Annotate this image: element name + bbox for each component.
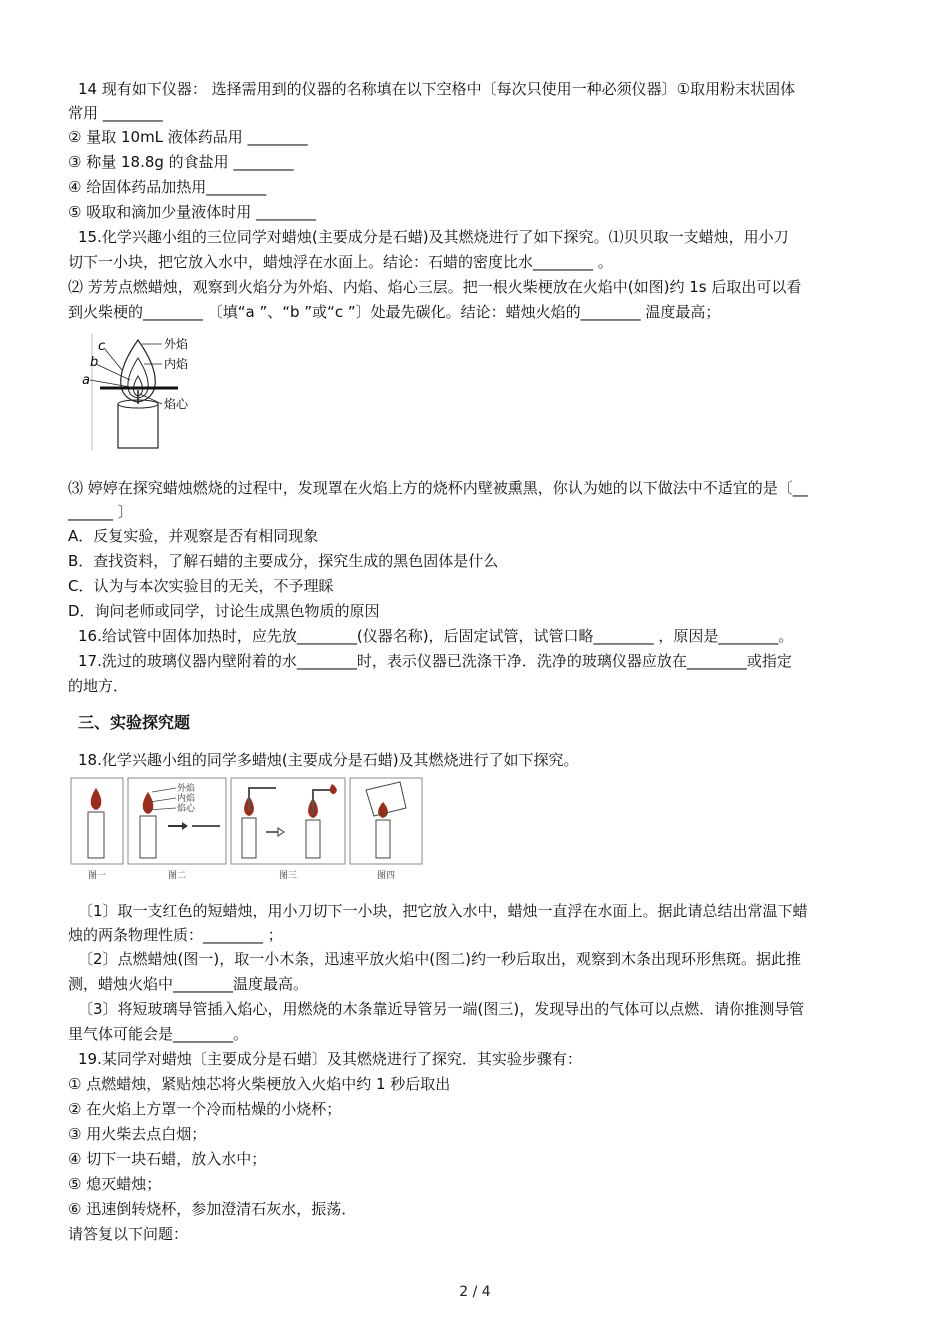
q19-ask: 请答复以下问题： <box>68 1225 189 1243</box>
q19-step1: ① 点燃蜡烛，紧贴烛芯将火柴梗放入火焰中约 1 秒后取出 <box>68 1075 451 1093</box>
q19-step5: ⑤ 熄灭蜡烛； <box>68 1175 162 1193</box>
q14-item5: ⑤ 吸取和滴加少量液体时用 ________ <box>68 203 316 221</box>
q14-item3: ③ 称量 18.8g 的食盐用 ________ <box>68 153 294 171</box>
q15-option-b: B．查找资料，了解石蜡的主要成分，探究生成的黑色固体是什么 <box>68 552 499 570</box>
candle-flame-figure <box>78 334 208 452</box>
candle-experiment-figure <box>70 776 424 886</box>
fig2-label-inner: 内焰 <box>177 794 196 804</box>
label-inner-flame: 内焰 <box>164 357 189 371</box>
q17-line1: 17.洗过的玻璃仪器内壁附着的水________时，表示仪器已洗涤干净．洗净的玻璃仪器应放在________或指定 <box>78 652 792 670</box>
label-c: c <box>98 339 106 354</box>
q14-item2: ② 量取 10mL 液体药品用 ________ <box>68 128 308 146</box>
caption-fig2: 图二 <box>167 871 187 881</box>
q15-line2: 切下一小块，把它放入水中，蜡烛浮在水面上。结论：石蜡的密度比水________ 。 <box>68 253 613 271</box>
q15-option-a: A．反复实验，并观察是否有相同现象 <box>68 527 319 545</box>
q19-step3: ③ 用火柴去点白烟； <box>68 1125 207 1143</box>
q15-option-d: D．询问老师或同学，讨论生成黑色物质的原因 <box>68 602 380 620</box>
q15-option-c: C．认为与本次实验目的无关，不予理睬 <box>68 577 334 595</box>
q14-item4: ④ 给固体药品加热用________ <box>68 178 267 196</box>
q18-line1: 18.化学兴趣小组的同学多蜡烛(主要成分是石蜡)及其燃烧进行了如下探究。 <box>78 751 579 769</box>
caption-fig1: 图一 <box>87 871 107 881</box>
label-a: a <box>82 373 90 388</box>
q15-line3: ⑵ 芳芳点燃蜡烛，观察到火焰分为外焰、内焰、焰心三层。把一根火柴梗放在火焰中(如图)约 1s 后取出可以看 <box>68 278 802 296</box>
q15-line4: 到火柴梗的________ 〔填“a ”、“b ”或“c ”〕处最先碳化。结论：蜡烛火焰的________ 温度最高； <box>68 303 721 321</box>
q18-part2-line2: 测，蜡烛火焰中________温度最高。 <box>68 975 309 993</box>
q16-line1: 16.给试管中固体加热时，应先放________(仪器名称)，后固定试管，试管口略________ ，原因是________。 <box>78 627 794 645</box>
q18-part2-line1: 〔2〕点燃蜡烛(图一)，取一小木条，迅速平放火焰中(图二)约一秒后取出，观察到木条出现环形焦斑。据此推 <box>78 950 801 968</box>
q15-line5: ⑶ 婷婷在探究蜡烛燃烧的过程中，发现罩在火焰上方的烧杯内壁被熏黑，你认为她的以下做法中不适宜的是〔__ <box>68 479 808 497</box>
label-b: b <box>90 355 99 370</box>
q15-line6: ______ 〕 <box>68 503 133 521</box>
q18-part1-line1: 〔1〕取一支红色的短蜡烛，用小刀切下一小块，把它放入水中，蜡烛一直浮在水面上。据此请总结出常温下蜡 <box>78 902 808 920</box>
caption-fig3: 图三 <box>278 871 298 881</box>
q19-step6: ⑥ 迅速倒转烧杯，参加澄清石灰水，振荡． <box>68 1200 357 1218</box>
q18-part3-line2: 里气体可能会是________。 <box>68 1025 249 1043</box>
page-number: 2 / 4 <box>459 1284 491 1300</box>
label-outer-flame: 外焰 <box>164 337 189 351</box>
label-flame-core: 焰心 <box>164 397 189 411</box>
q15-line1: 15.化学兴趣小组的三位同学对蜡烛(主要成分是石蜡)及其燃烧进行了如下探究。⑴贝贝取一支蜡烛，用小刀 <box>78 228 789 246</box>
q19-step2: ② 在火焰上方罩一个冷而枯燥的小烧杯； <box>68 1100 342 1118</box>
q14-line2: 常用 ________ <box>68 104 163 122</box>
q19-step4: ④ 切下一块石蜡，放入水中； <box>68 1150 267 1168</box>
q18-part1-line2: 烛的两条物理性质：________ ； <box>68 926 283 944</box>
fig2-label-core: 焰心 <box>177 804 196 814</box>
section-title: 三、实验探究题 <box>78 713 191 732</box>
q14-line1: 14 现有如下仪器： 选择需用到的仪器的名称填在以下空格中〔每次只使用一种必须仪器〕①取用粉末状固体 <box>78 80 796 98</box>
q19-line1: 19.某同学对蜡烛〔主要成分是石蜡〕及其燃烧进行了探究．其实验步骤有： <box>78 1050 582 1068</box>
q18-part3-line1: 〔3〕将短玻璃导管插入焰心，用燃烧的木条靠近导管另一端(图三)，发现导出的气体可以点燃．请你推测导管 <box>78 1000 805 1018</box>
caption-fig4: 图四 <box>376 871 396 881</box>
fig2-label-outer: 外焰 <box>177 784 196 794</box>
q17-line2: 的地方． <box>68 677 129 695</box>
